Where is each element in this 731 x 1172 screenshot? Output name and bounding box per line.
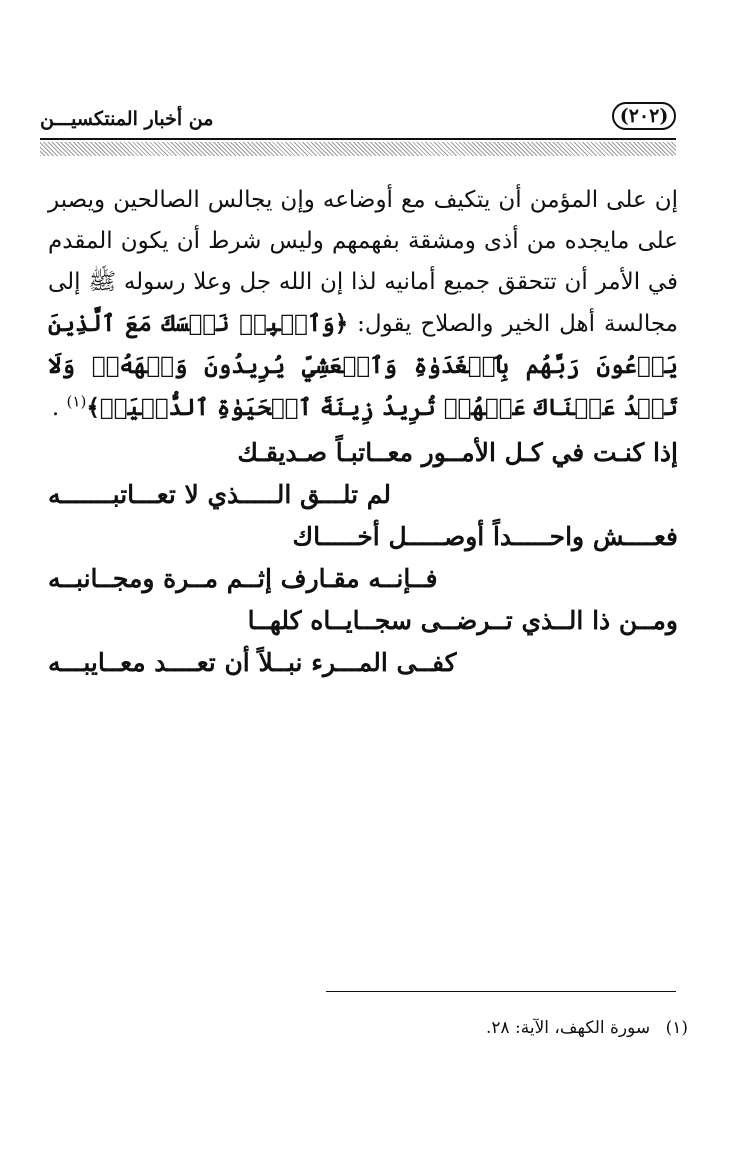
header-hatch-band <box>40 142 676 156</box>
poem-verse-6: كفــى المـــرء نبــلاً أن تعــــد معــايبـــه <box>48 648 457 677</box>
body-text <box>48 180 678 429</box>
running-title: من أخبار المنتكسيـــن <box>40 108 214 130</box>
poem-verse-5: ومــن ذا الــذي تــرضــى سجــايــاه كلهــا <box>247 606 678 635</box>
poem-verse-2: لم تلـــق الـــــذي لا تعـــاتبـــــــه <box>48 480 392 509</box>
sentence-end: . <box>51 395 60 421</box>
page-number: (٢٠٢) <box>612 102 676 130</box>
body-paragraph <box>48 180 678 429</box>
footnote-text: سورة الكهف، الآية: ٢٨. <box>485 1018 651 1038</box>
page-header <box>40 98 676 138</box>
footnote <box>326 1018 688 1038</box>
quran-verse: ﴿وَٱصۡبِرۡ نَفۡسَكَ مَعَ ٱلَّذِينَ يَدۡعُونَ رَبَّهُم بِٱلۡغَدَوٰةِ وَٱلۡعَشِيِّ يُرِيدُونَ وَجۡهَهُۥۖ وَلَا تَعۡدُ عَيۡنَاكَ عَنۡهُمۡ تُرِيدُ زِينَةَ ٱلۡحَيَوٰةِ ٱلدُّنۡيَاۖ﴾ <box>48 310 678 421</box>
footnote-reference: (١) <box>66 392 87 411</box>
poem <box>48 432 678 684</box>
footnote-rule <box>326 991 676 992</box>
poem-verse-1: إذا كنـت في كـل الأمــور معــاتبـاً صـديقـك <box>237 438 678 467</box>
poem-verse-3: فعــــش واحـــــداً أوصـــــل أخـــــاك <box>292 522 678 551</box>
poem-verse-4: فــإنــه مقـارف إثــم مــرة ومجــانبــه <box>48 564 438 593</box>
header-rule <box>40 138 676 140</box>
footnote-number: (١) <box>665 1018 688 1038</box>
body-prose: إن على المؤمن أن يتكيف مع أوضاعه وإن يجالس الصالحين ويصبر على مايجده من أذى ومشقة بفهمهم وليس شرط أن يكون المقدم في الأمر أن تتحقق جميع أمانيه لذا إن الله جل وعلا رسوله ﷺ إلى مجالسة أهل الخير والصلاح يقول: <box>48 187 678 337</box>
